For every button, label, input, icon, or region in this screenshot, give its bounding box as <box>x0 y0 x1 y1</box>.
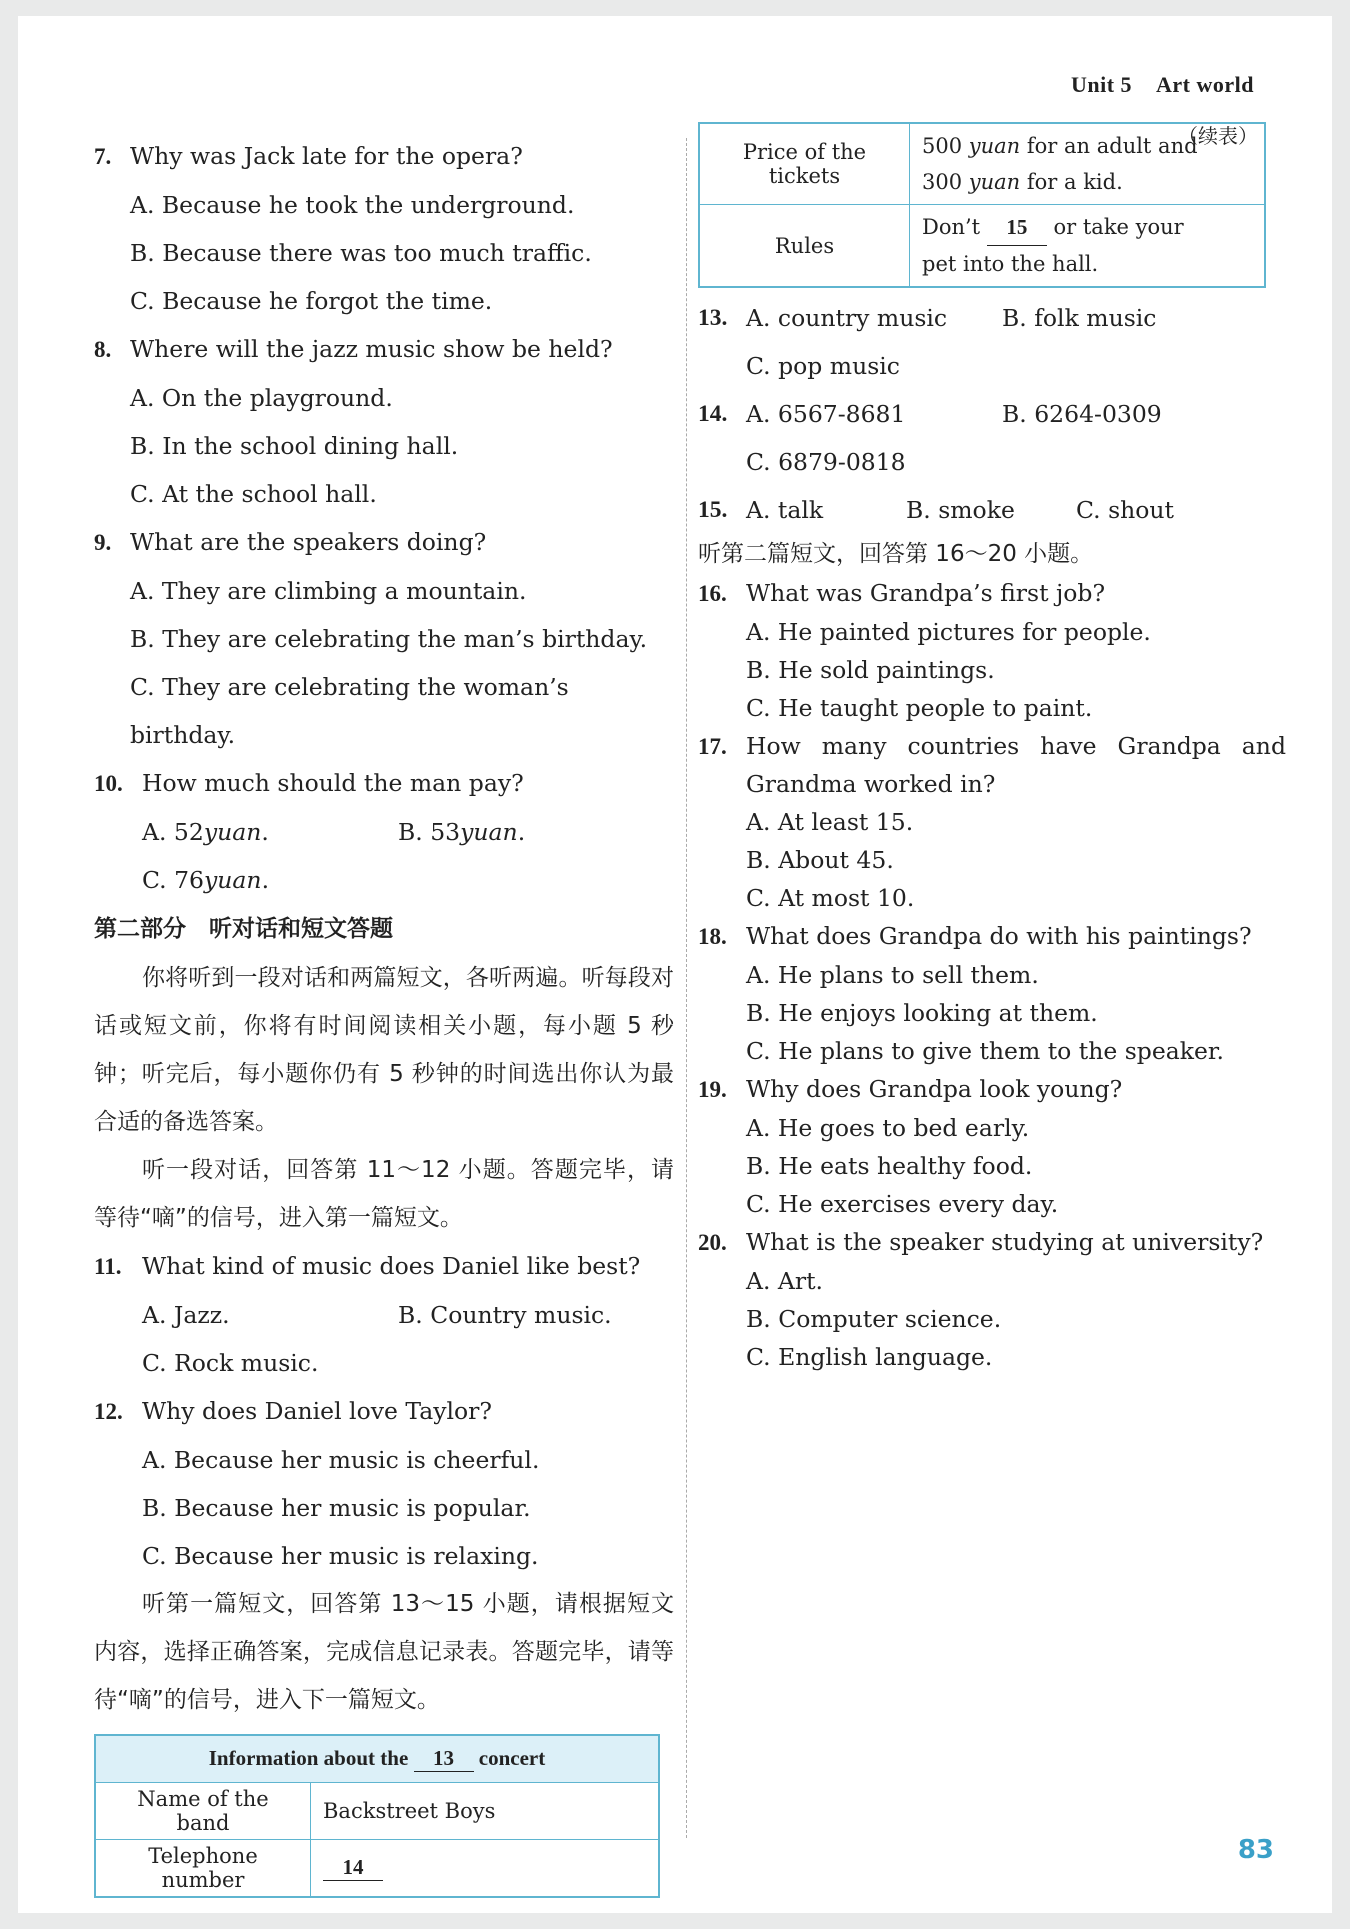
unit-label: Unit 5 <box>1070 72 1133 97</box>
option-c[interactable]: C. pop music <box>746 352 900 380</box>
question-12: 12. Why does Daniel love Taylor? <box>94 1397 493 1425</box>
price-label: Price of the tickets <box>699 123 910 205</box>
question-13-options-ab: 13. A. country music B. folk music <box>698 294 1290 342</box>
question-7: 7. Why was Jack late for the opera? <box>94 142 523 170</box>
option-c[interactable]: C. He exercises every day. <box>746 1190 1059 1218</box>
option-c[interactable]: C. At the school hall. <box>130 480 377 508</box>
passage-2-instructions: 听第二篇短文，回答第 16～20 小题。 <box>698 541 1094 567</box>
option-c[interactable]: C. Rock music. <box>142 1349 319 1377</box>
option-b[interactable]: B. About 45. <box>746 846 894 874</box>
column-divider <box>686 138 687 1838</box>
question-10-options-ab <box>94 808 674 856</box>
option-c[interactable]: C. Because he forgot the time. <box>130 287 493 315</box>
section-2-intro: 你将听到一段对话和两篇短文，各听两遍。听每段对话或短文前，你将有时间阅读相关小题，每小题 5 秒钟；听完后，每小题你仍有 5 秒钟的时间选出你认为最合适的备选答案。 <box>94 965 674 1135</box>
option-b[interactable]: B. He enjoys looking at them. <box>746 999 1098 1027</box>
question-19: 19. Why does Grandpa look young? <box>698 1075 1123 1103</box>
blank-13[interactable]: 13 <box>414 1746 474 1772</box>
option-a[interactable]: A. talk <box>746 496 824 524</box>
option-b[interactable]: B. He eats healthy food. <box>746 1152 1033 1180</box>
option-c[interactable]: C. At most 10. <box>746 884 915 912</box>
question-18: 18. What does Grandpa do with his paintings? <box>698 922 1252 950</box>
unit-title: Art world <box>1156 72 1254 97</box>
question-20: 20. What is the speaker studying at university? <box>698 1228 1264 1256</box>
option-a[interactable]: A. 52yuan. <box>142 818 269 846</box>
question-16: 16. What was Grandpa’s first job? <box>698 579 1106 607</box>
option-b[interactable]: B. Because there was too much traffic. <box>130 239 592 267</box>
option-a[interactable]: A. They are climbing a mountain. <box>130 577 527 605</box>
page-header <box>1071 72 1254 98</box>
option-b[interactable]: B. smoke <box>906 496 1015 524</box>
question-10: 10. How much should the man pay? <box>94 769 524 797</box>
section-2-title: 第二部分 听对话和短文答题 <box>94 916 393 942</box>
option-a[interactable]: A. Art. <box>746 1267 824 1295</box>
option-a[interactable]: A. On the playground. <box>130 384 393 412</box>
question-11-options-ab <box>94 1291 674 1339</box>
question-14-options-ab: 14. A. 6567-8681 B. 6264-0309 <box>698 390 1290 438</box>
question-15-options: 15. A. talk B. smoke C. shout <box>698 486 1290 534</box>
option-c[interactable]: C. He taught people to paint. <box>746 694 1093 722</box>
option-c[interactable]: C. He plans to give them to the speaker. <box>746 1037 1225 1065</box>
question-10-options-c <box>94 856 674 904</box>
option-a[interactable]: A. He painted pictures for people. <box>746 618 1151 646</box>
left-column <box>94 132 674 1898</box>
dialog-instructions: 听一段对话，回答第 11～12 小题。答题完毕，请等待“嘀”的信号，进入第一篇短文。 <box>94 1157 674 1231</box>
rules-value: Don’t 15 or take your pet into the hall. <box>910 205 1266 288</box>
info-table-part-1 <box>94 1734 660 1898</box>
option-b[interactable]: B. Because her music is popular. <box>142 1494 531 1522</box>
option-b[interactable]: B. He sold paintings. <box>746 656 995 684</box>
option-a[interactable]: A. Because her music is cheerful. <box>142 1446 540 1474</box>
rules-label: Rules <box>699 205 910 288</box>
option-b[interactable]: B. They are celebrating the man’s birthday. <box>130 625 648 653</box>
blank-14[interactable]: 14 <box>323 1855 383 1881</box>
option-a[interactable]: A. He plans to sell them. <box>746 961 1039 989</box>
phone-label: Telephone number <box>95 1840 311 1898</box>
option-c[interactable]: C. shout <box>1076 496 1175 524</box>
option-a[interactable]: A. country music <box>746 304 948 332</box>
phone-value <box>311 1840 660 1898</box>
option-c[interactable]: C. English language. <box>746 1343 993 1371</box>
blank-15[interactable]: 15 <box>987 209 1047 246</box>
right-column <box>698 122 1290 1376</box>
option-b[interactable]: B. 53yuan. <box>398 818 526 846</box>
option-b[interactable]: B. In the school dining hall. <box>130 432 459 460</box>
option-a[interactable]: A. He goes to bed early. <box>746 1114 1030 1142</box>
option-a[interactable]: A. Jazz. <box>142 1301 230 1329</box>
band-value: Backstreet Boys <box>311 1783 660 1840</box>
option-b[interactable]: B. 6264-0309 <box>1002 400 1162 428</box>
question-17: 17. How many countries have Grandpa and Grandma worked in? <box>698 732 1286 798</box>
passage-1-instructions: 听第一篇短文，回答第 13～15 小题，请根据短文内容，选择正确答案，完成信息记录表。答题完毕，请等待“嘀”的信号，进入下一篇短文。 <box>94 1591 674 1713</box>
option-a[interactable]: A. Because he took the underground. <box>130 191 575 219</box>
option-c[interactable]: C. They are celebrating the woman’s birthday. <box>130 673 569 749</box>
price-value: 500 yuan for an adult and 300 yuan for a kid. <box>910 123 1266 205</box>
question-9: 9. What are the speakers doing? <box>94 528 487 556</box>
band-label: Name of the band <box>95 1783 311 1840</box>
workbook-page <box>18 16 1332 1913</box>
option-a[interactable]: A. 6567-8681 <box>746 400 906 428</box>
option-b[interactable]: B. folk music <box>1002 304 1157 332</box>
option-c[interactable]: C. 6879-0818 <box>746 448 906 476</box>
info-table-part-2 <box>698 122 1266 288</box>
question-8: 8. Where will the jazz music show be held? <box>94 335 613 363</box>
option-a[interactable]: A. At least 15. <box>746 808 914 836</box>
option-b[interactable]: B. Country music. <box>398 1301 612 1329</box>
questions-7-9 <box>94 132 674 759</box>
option-b[interactable]: B. Computer science. <box>746 1305 1002 1333</box>
option-c[interactable]: C. 76yuan. <box>142 866 270 894</box>
question-11: 11. What kind of music does Daniel like best? <box>94 1252 641 1280</box>
continued-note: （续表） <box>1178 124 1258 148</box>
questions-16-20 <box>698 574 1290 1376</box>
page-number: 83 <box>1237 1835 1274 1865</box>
table-header: Information about the 13 concert <box>95 1735 659 1783</box>
option-c[interactable]: C. Because her music is relaxing. <box>142 1542 539 1570</box>
